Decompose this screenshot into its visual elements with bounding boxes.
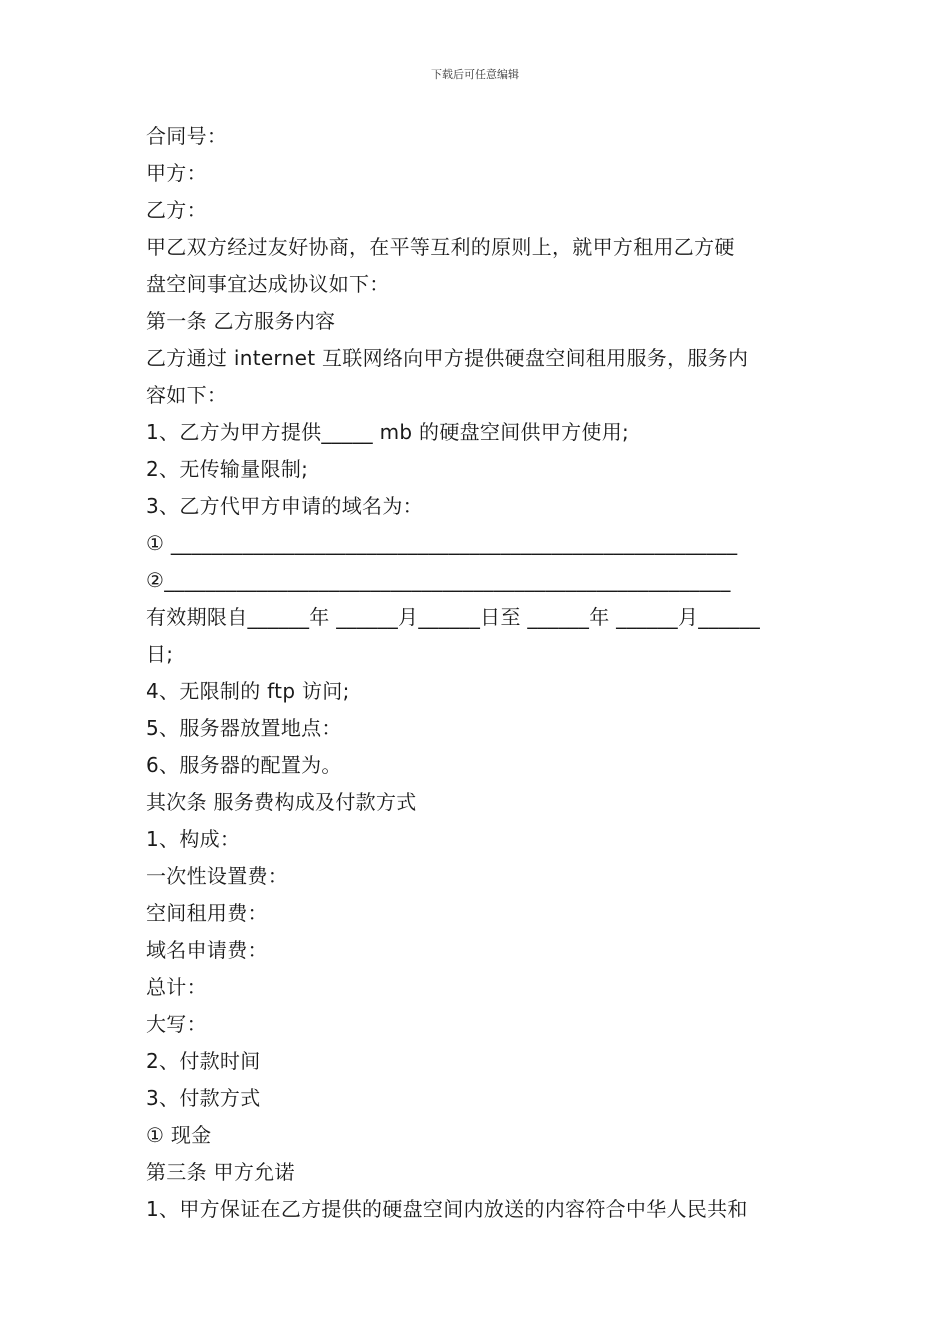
validity-period-line-1: 有效期限自______年 ______月______日至 ______年 ______月______ (146, 605, 761, 629)
document-body (146, 118, 811, 1228)
domain-blank-2: ②_______________________________________________________ (146, 568, 731, 592)
header-note: 下载后可任意编辑 (431, 68, 519, 81)
clause-2-2: 2、付款时间 (146, 1049, 261, 1073)
article-2-heading: 其次条 服务费构成及付款方式 (146, 790, 417, 814)
clause-1-6: 6、服务器的配置为。 (146, 753, 342, 777)
article-3-heading: 第三条 甲方允诺 (146, 1160, 295, 1184)
amount-in-words-line: 大写： (146, 1012, 207, 1036)
setup-fee-line: 一次性设置费： (146, 864, 289, 888)
payment-cash-line: ① 现金 (146, 1123, 212, 1147)
party-a-line: 甲方： (146, 161, 207, 185)
intro-line-2: 盘空间事宜达成协议如下： (146, 272, 390, 296)
space-rental-fee-line: 空间租用费： (146, 901, 268, 925)
party-b-line: 乙方： (146, 198, 207, 222)
intro-line-1: 甲乙双方经过友好协商，在平等互利的原则上，就甲方租用乙方硬 (146, 235, 735, 259)
clause-1-5: 5、服务器放置地点： (146, 716, 342, 740)
clause-2-3: 3、付款方式 (146, 1086, 261, 1110)
total-line: 总计： (146, 975, 207, 999)
validity-period-line-2: 日; (146, 642, 174, 666)
contract-number-line: 合同号： (146, 124, 228, 148)
clause-1-3: 3、乙方代甲方申请的域名为： (146, 494, 423, 518)
clause-1-4: 4、无限制的 ftp 访问; (146, 679, 350, 703)
article-1-heading: 第一条 乙方服务内容 (146, 309, 336, 333)
clause-3-1: 1、甲方保证在乙方提供的硬盘空间内放送的内容符合中华人民共和 (146, 1197, 748, 1221)
clause-1-2: 2、无传输量限制; (146, 457, 309, 481)
clause-1-1: 1、乙方为甲方提供_____ mb 的硬盘空间供甲方使用; (146, 420, 630, 444)
article-1-text-line-1: 乙方通过 internet 互联网络向甲方提供硬盘空间租用服务，服务内 (146, 346, 749, 370)
clause-2-1: 1、构成： (146, 827, 241, 851)
domain-blank-1: ① _______________________________________________________ (146, 531, 738, 555)
article-1-text-line-2: 容如下： (146, 383, 228, 407)
domain-fee-line: 域名申请费： (146, 938, 268, 962)
